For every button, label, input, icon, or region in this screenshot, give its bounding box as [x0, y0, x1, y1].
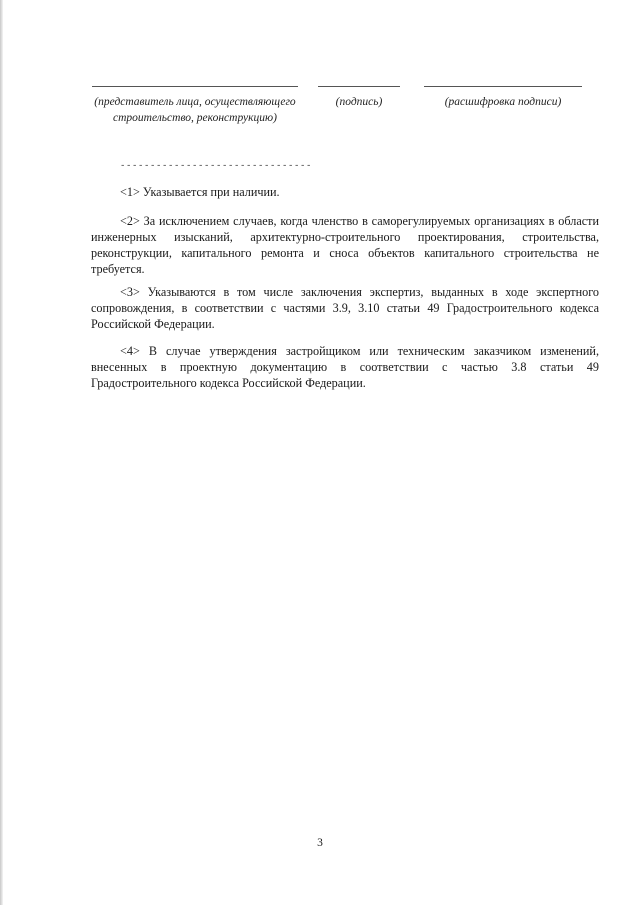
footnote-2: <2> За исключением случаев, когда членство в саморегулируемых организациях в области инженерных изысканий, архитектурно-строительного проектирования, строительства, реконструкции, капитального ремонта и сноса объектов капитального строительства не требуется.	[91, 214, 599, 276]
page-number: 3	[317, 837, 323, 849]
transcript-signature-line	[424, 86, 582, 87]
transcript-caption: (расшифровка подписи)	[444, 96, 562, 108]
footnote-1: <1> Указывается при наличии.	[120, 185, 280, 199]
representative-signature-line	[92, 86, 298, 87]
signature-caption: (подпись)	[335, 96, 383, 108]
footnote-4: <4> В случае утверждения застройщиком или техническим заказчиком изменений, внесенных в проектную документацию в соответствии с частью 3.8 статьи 49 Градостроительного кодекса Российской Федерации.	[91, 344, 599, 390]
signature-line	[318, 86, 400, 87]
footnote-3: <3> Указываются в том числе заключения экспертиз, выданных в ходе экспертного сопровождения, в соответствии с частями 3.9, 3.10 статьи 49 Градостроительного кодекса Российской Федерации.	[91, 285, 599, 331]
footnote-divider: --------------------------------	[120, 161, 313, 171]
scan-edge-shadow	[0, 0, 3, 905]
representative-caption: (представитель лица, осуществляющего строительство, реконструкцию)	[94, 96, 296, 124]
